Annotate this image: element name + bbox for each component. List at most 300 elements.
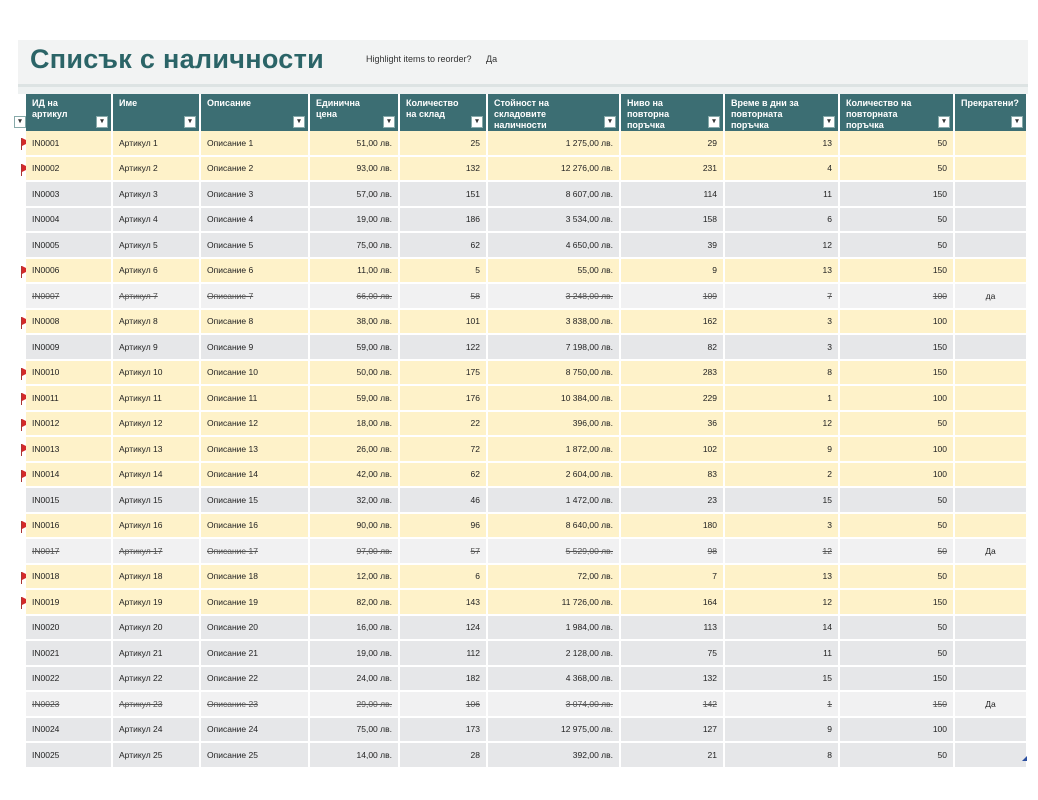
cell-reorder-level[interactable]: 75 xyxy=(621,641,725,667)
cell-reorder-qty[interactable]: 100 xyxy=(840,437,955,463)
cell-reorder-qty[interactable]: 50 xyxy=(840,157,955,183)
cell-discontinued[interactable] xyxy=(955,233,1028,259)
cell-description[interactable]: Описание 24 xyxy=(201,718,310,744)
cell-description[interactable]: Описание 17 xyxy=(201,539,310,565)
cell-unit-price[interactable]: 26,00 лв. xyxy=(310,437,400,463)
cell-stock-value[interactable]: 8 750,00 лв. xyxy=(488,361,621,387)
cell-name[interactable]: Артикул 8 xyxy=(113,310,201,336)
cell-discontinued[interactable] xyxy=(955,259,1028,285)
cell-reorder-qty[interactable]: 100 xyxy=(840,386,955,412)
cell-stock-value[interactable]: 8 640,00 лв. xyxy=(488,514,621,540)
cell-stock-value[interactable]: 392,00 лв. xyxy=(488,743,621,769)
filter-dropdown-icon[interactable]: ▾ xyxy=(938,116,950,128)
cell-reorder-days[interactable]: 14 xyxy=(725,616,840,642)
cell-discontinued[interactable] xyxy=(955,488,1028,514)
filter-dropdown-icon[interactable]: ▾ xyxy=(184,116,196,128)
cell-item-id[interactable]: IN0002 xyxy=(26,157,113,183)
cell-item-id[interactable]: IN0007 xyxy=(26,284,113,310)
cell-discontinued[interactable] xyxy=(955,616,1028,642)
cell-item-id[interactable]: IN0014 xyxy=(26,463,113,489)
cell-reorder-level[interactable]: 231 xyxy=(621,157,725,183)
cell-stock-value[interactable]: 3 838,00 лв. xyxy=(488,310,621,336)
cell-discontinued[interactable]: да xyxy=(955,284,1028,310)
table-row xyxy=(18,335,1028,361)
cell-unit-price[interactable]: 19,00 лв. xyxy=(310,208,400,234)
cell-reorder-days[interactable]: 12 xyxy=(725,233,840,259)
cell-item-id[interactable]: IN0013 xyxy=(26,437,113,463)
cell-stock-qty[interactable]: 46 xyxy=(400,488,488,514)
cell-discontinued[interactable] xyxy=(955,208,1028,234)
cell-reorder-qty[interactable]: 150 xyxy=(840,335,955,361)
cell-reorder-days[interactable]: 3 xyxy=(725,335,840,361)
cell-stock-value[interactable]: 8 607,00 лв. xyxy=(488,182,621,208)
cell-unit-price[interactable]: 97,00 лв. xyxy=(310,539,400,565)
cell-item-id[interactable]: IN0009 xyxy=(26,335,113,361)
cell-reorder-days[interactable]: 4 xyxy=(725,157,840,183)
cell-description[interactable]: Описание 2 xyxy=(201,157,310,183)
cell-description[interactable]: Описание 5 xyxy=(201,233,310,259)
cell-stock-qty[interactable]: 28 xyxy=(400,743,488,769)
cell-name[interactable]: Артикул 2 xyxy=(113,157,201,183)
cell-name[interactable]: Артикул 16 xyxy=(113,514,201,540)
cell-description[interactable]: Описание 25 xyxy=(201,743,310,769)
cell-reorder-level[interactable]: 127 xyxy=(621,718,725,744)
cell-discontinued[interactable] xyxy=(955,157,1028,183)
filter-dropdown-icon[interactable]: ▾ xyxy=(471,116,483,128)
cell-unit-price[interactable]: 93,00 лв. xyxy=(310,157,400,183)
cell-stock-value[interactable]: 1 984,00 лв. xyxy=(488,616,621,642)
cell-name[interactable]: Артикул 20 xyxy=(113,616,201,642)
cell-discontinued[interactable] xyxy=(955,590,1028,616)
cell-unit-price[interactable]: 75,00 лв. xyxy=(310,233,400,259)
cell-stock-qty[interactable]: 112 xyxy=(400,641,488,667)
cell-unit-price[interactable]: 24,00 лв. xyxy=(310,667,400,693)
filter-dropdown-icon[interactable]: ▾ xyxy=(1011,116,1023,128)
cell-stock-value[interactable]: 10 384,00 лв. xyxy=(488,386,621,412)
cell-reorder-days[interactable]: 7 xyxy=(725,284,840,310)
cell-description[interactable]: Описание 15 xyxy=(201,488,310,514)
cell-reorder-qty[interactable]: 150 xyxy=(840,361,955,387)
cell-unit-price[interactable]: 11,00 лв. xyxy=(310,259,400,285)
cell-discontinued[interactable] xyxy=(955,743,1028,769)
cell-item-id[interactable]: IN0010 xyxy=(26,361,113,387)
cell-stock-qty[interactable]: 72 xyxy=(400,437,488,463)
cell-stock-value[interactable]: 12 975,00 лв. xyxy=(488,718,621,744)
cell-reorder-level[interactable]: 113 xyxy=(621,616,725,642)
cell-reorder-level[interactable]: 83 xyxy=(621,463,725,489)
cell-unit-price[interactable]: 12,00 лв. xyxy=(310,565,400,591)
cell-discontinued[interactable] xyxy=(955,514,1028,540)
column-header-reorder-level xyxy=(621,94,725,131)
cell-item-id[interactable]: IN0001 xyxy=(26,131,113,157)
cell-stock-qty[interactable]: 25 xyxy=(400,131,488,157)
cell-unit-price[interactable]: 51,00 лв. xyxy=(310,131,400,157)
cell-reorder-days[interactable]: 1 xyxy=(725,386,840,412)
cell-reorder-days[interactable]: 2 xyxy=(725,463,840,489)
cell-stock-qty[interactable]: 106 xyxy=(400,692,488,718)
cell-name[interactable]: Артикул 21 xyxy=(113,641,201,667)
cell-stock-value[interactable]: 5 529,00 лв. xyxy=(488,539,621,565)
cell-description[interactable]: Описание 16 xyxy=(201,514,310,540)
cell-name[interactable]: Артикул 5 xyxy=(113,233,201,259)
flag-cell xyxy=(18,590,26,616)
cell-reorder-days[interactable]: 8 xyxy=(725,743,840,769)
cell-item-id[interactable]: IN0024 xyxy=(26,718,113,744)
cell-description[interactable]: Описание 3 xyxy=(201,182,310,208)
column-header-label: Прекратени? xyxy=(961,98,1019,108)
cell-name[interactable]: Артикул 12 xyxy=(113,412,201,438)
cell-stock-qty[interactable]: 151 xyxy=(400,182,488,208)
table-row xyxy=(18,361,1028,387)
cell-discontinued[interactable] xyxy=(955,641,1028,667)
cell-reorder-days[interactable]: 13 xyxy=(725,565,840,591)
cell-name[interactable]: Артикул 10 xyxy=(113,361,201,387)
cell-name[interactable]: Артикул 23 xyxy=(113,692,201,718)
flag-cell xyxy=(18,743,26,769)
cell-description[interactable]: Описание 18 xyxy=(201,565,310,591)
cell-item-id[interactable]: IN0020 xyxy=(26,616,113,642)
column-header-label: Име xyxy=(119,98,138,108)
cell-stock-value[interactable]: 12 276,00 лв. xyxy=(488,157,621,183)
cell-reorder-qty[interactable]: 50 xyxy=(840,641,955,667)
cell-stock-qty[interactable]: 122 xyxy=(400,335,488,361)
cell-reorder-days[interactable]: 15 xyxy=(725,667,840,693)
column-header-label: Описание xyxy=(207,98,252,108)
cell-reorder-days[interactable]: 6 xyxy=(725,208,840,234)
column-header-label: Количество на повторната поръчка xyxy=(846,98,912,130)
cell-description[interactable]: Описание 13 xyxy=(201,437,310,463)
cell-description[interactable]: Описание 23 xyxy=(201,692,310,718)
inventory-table xyxy=(18,94,1028,769)
cell-description[interactable]: Описание 10 xyxy=(201,361,310,387)
cell-discontinued[interactable] xyxy=(955,437,1028,463)
cell-stock-value[interactable]: 2 604,00 лв. xyxy=(488,463,621,489)
cell-item-id[interactable]: IN0021 xyxy=(26,641,113,667)
cell-name[interactable]: Артикул 13 xyxy=(113,437,201,463)
cell-stock-value[interactable]: 4 650,00 лв. xyxy=(488,233,621,259)
cell-description[interactable]: Описание 9 xyxy=(201,335,310,361)
cell-unit-price[interactable]: 18,00 лв. xyxy=(310,412,400,438)
cell-stock-qty[interactable]: 173 xyxy=(400,718,488,744)
cell-stock-value[interactable]: 1 872,00 лв. xyxy=(488,437,621,463)
cell-name[interactable]: Артикул 6 xyxy=(113,259,201,285)
flag-cell xyxy=(18,259,26,285)
cell-description[interactable]: Описание 6 xyxy=(201,259,310,285)
cell-unit-price[interactable]: 90,00 лв. xyxy=(310,514,400,540)
cell-reorder-days[interactable]: 12 xyxy=(725,539,840,565)
cell-unit-price[interactable]: 66,00 лв. xyxy=(310,284,400,310)
cell-stock-qty[interactable]: 132 xyxy=(400,157,488,183)
cell-name[interactable]: Артикул 1 xyxy=(113,131,201,157)
cell-unit-price[interactable]: 75,00 лв. xyxy=(310,718,400,744)
cell-unit-price[interactable]: 50,00 лв. xyxy=(310,361,400,387)
cell-name[interactable]: Артикул 11 xyxy=(113,386,201,412)
cell-discontinued[interactable] xyxy=(955,412,1028,438)
cell-stock-qty[interactable]: 143 xyxy=(400,590,488,616)
cell-reorder-qty[interactable]: 100 xyxy=(840,310,955,336)
cell-stock-qty[interactable]: 186 xyxy=(400,208,488,234)
cell-reorder-level[interactable]: 21 xyxy=(621,743,725,769)
cell-item-id[interactable]: IN0003 xyxy=(26,182,113,208)
cell-reorder-days[interactable]: 12 xyxy=(725,412,840,438)
cell-reorder-qty[interactable]: 150 xyxy=(840,590,955,616)
cell-name[interactable]: Артикул 17 xyxy=(113,539,201,565)
cell-item-id[interactable]: IN0012 xyxy=(26,412,113,438)
flag-cell xyxy=(18,641,26,667)
cell-unit-price[interactable]: 82,00 лв. xyxy=(310,590,400,616)
cell-discontinued[interactable] xyxy=(955,386,1028,412)
cell-stock-value[interactable]: 4 368,00 лв. xyxy=(488,667,621,693)
cell-reorder-level[interactable]: 164 xyxy=(621,590,725,616)
cell-item-id[interactable]: IN0022 xyxy=(26,667,113,693)
cell-reorder-level[interactable]: 180 xyxy=(621,514,725,540)
cell-unit-price[interactable]: 32,00 лв. xyxy=(310,488,400,514)
cell-discontinued[interactable] xyxy=(955,565,1028,591)
reorder-flag-icon xyxy=(21,138,26,150)
filter-dropdown-icon[interactable]: ▾ xyxy=(293,116,305,128)
cell-item-id[interactable]: IN0005 xyxy=(26,233,113,259)
filter-dropdown-icon[interactable]: ▾ xyxy=(604,116,616,128)
cell-name[interactable]: Артикул 14 xyxy=(113,463,201,489)
cell-unit-price[interactable]: 42,00 лв. xyxy=(310,463,400,489)
cell-name[interactable]: Артикул 3 xyxy=(113,182,201,208)
cell-name[interactable]: Артикул 24 xyxy=(113,718,201,744)
cell-reorder-qty[interactable]: 150 xyxy=(840,182,955,208)
cell-reorder-level[interactable]: 109 xyxy=(621,284,725,310)
cell-stock-value[interactable]: 3 534,00 лв. xyxy=(488,208,621,234)
cell-stock-qty[interactable]: 62 xyxy=(400,463,488,489)
column-header-stock-value xyxy=(488,94,621,131)
cell-description[interactable]: Описание 19 xyxy=(201,590,310,616)
cell-reorder-days[interactable]: 15 xyxy=(725,488,840,514)
cell-unit-price[interactable]: 16,00 лв. xyxy=(310,616,400,642)
cell-reorder-level[interactable]: 82 xyxy=(621,335,725,361)
cell-reorder-qty[interactable]: 50 xyxy=(840,208,955,234)
cell-item-id[interactable]: IN0015 xyxy=(26,488,113,514)
cell-reorder-level[interactable]: 132 xyxy=(621,667,725,693)
cell-stock-value[interactable]: 11 726,00 лв. xyxy=(488,590,621,616)
cell-reorder-days[interactable]: 11 xyxy=(725,641,840,667)
column-header-id xyxy=(26,94,113,131)
cell-stock-value[interactable]: 396,00 лв. xyxy=(488,412,621,438)
cell-reorder-days[interactable]: 3 xyxy=(725,310,840,336)
cell-stock-value[interactable]: 1 472,00 лв. xyxy=(488,488,621,514)
table-row xyxy=(18,412,1028,438)
cell-unit-price[interactable]: 14,00 лв. xyxy=(310,743,400,769)
cell-description[interactable]: Описание 11 xyxy=(201,386,310,412)
page-title: Списък с наличности xyxy=(30,44,325,74)
cell-reorder-level[interactable]: 9 xyxy=(621,259,725,285)
cell-reorder-days[interactable]: 1 xyxy=(725,692,840,718)
cell-stock-value[interactable]: 3 248,00 лв. xyxy=(488,284,621,310)
cell-description[interactable]: Описание 22 xyxy=(201,667,310,693)
cell-description[interactable]: Описание 12 xyxy=(201,412,310,438)
filter-dropdown-icon[interactable]: ▾ xyxy=(708,116,720,128)
cell-reorder-qty[interactable]: 50 xyxy=(840,131,955,157)
cell-discontinued[interactable] xyxy=(955,310,1028,336)
cell-reorder-days[interactable]: 13 xyxy=(725,131,840,157)
table-row xyxy=(18,259,1028,285)
cell-stock-qty[interactable]: 6 xyxy=(400,565,488,591)
cell-unit-price[interactable]: 29,00 лв. xyxy=(310,692,400,718)
cell-discontinued[interactable] xyxy=(955,131,1028,157)
cell-item-id[interactable]: IN0023 xyxy=(26,692,113,718)
cell-stock-value[interactable]: 2 128,00 лв. xyxy=(488,641,621,667)
cell-stock-value[interactable]: 72,00 лв. xyxy=(488,565,621,591)
flag-cell xyxy=(18,208,26,234)
cell-name[interactable]: Артикул 4 xyxy=(113,208,201,234)
cell-reorder-days[interactable]: 9 xyxy=(725,718,840,744)
table-row xyxy=(18,692,1028,718)
cell-reorder-qty[interactable]: 50 xyxy=(840,488,955,514)
flag-cell xyxy=(18,718,26,744)
cell-stock-qty[interactable]: 124 xyxy=(400,616,488,642)
cell-reorder-qty[interactable]: 50 xyxy=(840,565,955,591)
cell-name[interactable]: Артикул 9 xyxy=(113,335,201,361)
flag-cell xyxy=(18,233,26,259)
cell-item-id[interactable]: IN0018 xyxy=(26,565,113,591)
cell-name[interactable]: Артикул 18 xyxy=(113,565,201,591)
cell-stock-qty[interactable]: 175 xyxy=(400,361,488,387)
cell-stock-qty[interactable]: 5 xyxy=(400,259,488,285)
cell-name[interactable]: Артикул 25 xyxy=(113,743,201,769)
cell-reorder-level[interactable]: 142 xyxy=(621,692,725,718)
cell-reorder-qty[interactable]: 100 xyxy=(840,463,955,489)
cell-reorder-days[interactable]: 8 xyxy=(725,361,840,387)
cell-discontinued[interactable] xyxy=(955,463,1028,489)
reorder-flag-icon xyxy=(21,266,26,278)
cell-stock-value[interactable]: 1 275,00 лв. xyxy=(488,131,621,157)
cell-description[interactable]: Описание 4 xyxy=(201,208,310,234)
cell-stock-qty[interactable]: 62 xyxy=(400,233,488,259)
reorder-highlight-value[interactable]: Да xyxy=(486,54,498,64)
cell-stock-value[interactable]: 3 074,00 лв. xyxy=(488,692,621,718)
filter-dropdown-icon[interactable]: ▾ xyxy=(96,116,108,128)
cell-discontinued[interactable] xyxy=(955,335,1028,361)
cell-description[interactable]: Описание 8 xyxy=(201,310,310,336)
cell-stock-qty[interactable]: 22 xyxy=(400,412,488,438)
cell-name[interactable]: Артикул 15 xyxy=(113,488,201,514)
filter-dropdown-icon[interactable]: ▾ xyxy=(823,116,835,128)
cell-reorder-days[interactable]: 13 xyxy=(725,259,840,285)
cell-item-id[interactable]: IN0019 xyxy=(26,590,113,616)
cell-unit-price[interactable]: 19,00 лв. xyxy=(310,641,400,667)
cell-unit-price[interactable]: 59,00 лв. xyxy=(310,386,400,412)
cell-description[interactable]: Описание 21 xyxy=(201,641,310,667)
cell-reorder-qty[interactable]: 50 xyxy=(840,743,955,769)
cell-reorder-level[interactable]: 102 xyxy=(621,437,725,463)
cell-reorder-qty[interactable]: 150 xyxy=(840,692,955,718)
cell-item-id[interactable]: IN0025 xyxy=(26,743,113,769)
cell-reorder-level[interactable]: 98 xyxy=(621,539,725,565)
cell-reorder-qty[interactable]: 100 xyxy=(840,718,955,744)
filter-dropdown-icon[interactable]: ▾ xyxy=(14,116,26,128)
cell-reorder-level[interactable]: 39 xyxy=(621,233,725,259)
cell-discontinued[interactable] xyxy=(955,718,1028,744)
cell-stock-qty[interactable]: 101 xyxy=(400,310,488,336)
table-row xyxy=(18,157,1028,183)
cell-reorder-qty[interactable]: 50 xyxy=(840,233,955,259)
cell-reorder-qty[interactable]: 150 xyxy=(840,667,955,693)
cell-unit-price[interactable]: 59,00 лв. xyxy=(310,335,400,361)
cell-item-id[interactable]: IN0016 xyxy=(26,514,113,540)
cell-discontinued[interactable]: Да xyxy=(955,539,1028,565)
cell-name[interactable]: Артикул 7 xyxy=(113,284,201,310)
cell-discontinued[interactable] xyxy=(955,182,1028,208)
cell-item-id[interactable]: IN0011 xyxy=(26,386,113,412)
cell-unit-price[interactable]: 57,00 лв. xyxy=(310,182,400,208)
cell-stock-value[interactable]: 55,00 лв. xyxy=(488,259,621,285)
cell-reorder-qty[interactable]: 50 xyxy=(840,412,955,438)
cell-reorder-days[interactable]: 9 xyxy=(725,437,840,463)
flag-cell xyxy=(18,616,26,642)
cell-reorder-level[interactable]: 229 xyxy=(621,386,725,412)
cell-reorder-days[interactable]: 11 xyxy=(725,182,840,208)
flag-column-header xyxy=(18,94,26,131)
table-row xyxy=(18,641,1028,667)
table-row xyxy=(18,437,1028,463)
cell-item-id[interactable]: IN0017 xyxy=(26,539,113,565)
cell-discontinued[interactable] xyxy=(955,361,1028,387)
cell-reorder-qty[interactable]: 50 xyxy=(840,514,955,540)
cell-reorder-level[interactable]: 29 xyxy=(621,131,725,157)
cell-description[interactable]: Описание 20 xyxy=(201,616,310,642)
resize-corner-icon[interactable] xyxy=(1022,756,1027,761)
cell-reorder-level[interactable]: 23 xyxy=(621,488,725,514)
cell-name[interactable]: Артикул 22 xyxy=(113,667,201,693)
cell-item-id[interactable]: IN0004 xyxy=(26,208,113,234)
table-row xyxy=(18,463,1028,489)
table-row xyxy=(18,310,1028,336)
cell-name[interactable]: Артикул 19 xyxy=(113,590,201,616)
cell-description[interactable]: Описание 1 xyxy=(201,131,310,157)
cell-reorder-days[interactable]: 3 xyxy=(725,514,840,540)
column-header-unit-price xyxy=(310,94,400,131)
cell-reorder-qty[interactable]: 50 xyxy=(840,539,955,565)
cell-reorder-level[interactable]: 162 xyxy=(621,310,725,336)
cell-description[interactable]: Описание 14 xyxy=(201,463,310,489)
cell-reorder-level[interactable]: 114 xyxy=(621,182,725,208)
cell-reorder-level[interactable]: 7 xyxy=(621,565,725,591)
table-row xyxy=(18,182,1028,208)
cell-reorder-level[interactable]: 283 xyxy=(621,361,725,387)
column-header-label: Количество на склад xyxy=(406,98,459,119)
filter-dropdown-icon[interactable]: ▾ xyxy=(383,116,395,128)
cell-stock-value[interactable]: 7 198,00 лв. xyxy=(488,335,621,361)
cell-reorder-qty[interactable]: 100 xyxy=(840,284,955,310)
cell-stock-qty[interactable]: 182 xyxy=(400,667,488,693)
title-band xyxy=(18,40,1028,87)
reorder-flag-icon xyxy=(21,597,26,609)
cell-reorder-level[interactable]: 36 xyxy=(621,412,725,438)
cell-stock-qty[interactable]: 96 xyxy=(400,514,488,540)
cell-unit-price[interactable]: 38,00 лв. xyxy=(310,310,400,336)
cell-stock-qty[interactable]: 176 xyxy=(400,386,488,412)
cell-item-id[interactable]: IN0006 xyxy=(26,259,113,285)
table-row xyxy=(18,488,1028,514)
cell-reorder-days[interactable]: 12 xyxy=(725,590,840,616)
cell-reorder-qty[interactable]: 50 xyxy=(840,616,955,642)
cell-reorder-qty[interactable]: 150 xyxy=(840,259,955,285)
table-row xyxy=(18,667,1028,693)
cell-stock-qty[interactable]: 57 xyxy=(400,539,488,565)
cell-item-id[interactable]: IN0008 xyxy=(26,310,113,336)
cell-discontinued[interactable]: Да xyxy=(955,692,1028,718)
cell-discontinued[interactable] xyxy=(955,667,1028,693)
cell-reorder-level[interactable]: 158 xyxy=(621,208,725,234)
cell-description[interactable]: Описание 7 xyxy=(201,284,310,310)
cell-stock-qty[interactable]: 58 xyxy=(400,284,488,310)
